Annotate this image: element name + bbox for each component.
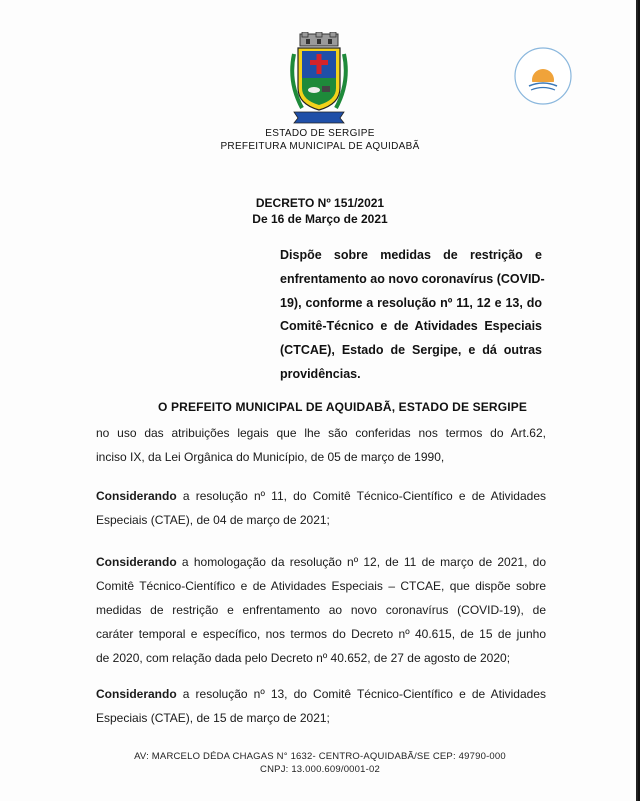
considerando-3: [96, 682, 546, 730]
considerando-first-line: Considerando a resolução nº 11, do Comitê Técnico-Científico e de Atividades: [96, 489, 546, 503]
considerando-line: de 2020, com relação dada pelo Decreto nº 40.652, de 27 de agosto de 2020;: [96, 651, 511, 665]
considerando-line: caráter temporal e específico, nos termos do Decreto nº 40.615, de 15 de junho: [96, 627, 546, 641]
ementa-line: 19), conforme a resolução nº 11, 12 e 13, do: [280, 295, 542, 310]
ementa-line: (CTCAE), Estado de Sergipe, e dá outras: [280, 343, 542, 358]
footer-cnpj: CNPJ: 13.000.609/0001-02: [260, 764, 380, 775]
decree-date: De 16 de Março de 2021: [252, 212, 388, 226]
ementa-line: enfrentamento ao novo coronavírus (COVID-: [280, 271, 545, 286]
preamble-authority: O PREFEITO MUNICIPAL DE AQUIDABÃ, ESTADO DE SERGIPE: [158, 400, 528, 414]
decree-number: DECRETO Nº 151/2021: [255, 196, 385, 210]
considerando-line: Especiais (CTAE), de 04 de março de 2021;: [96, 513, 330, 527]
considerando-lead: Considerando: [96, 687, 177, 701]
coat-of-arms-icon: [288, 32, 350, 124]
ementa-line: providências.: [280, 366, 361, 381]
preamble-line: inciso IX, da Lei Orgânica do Município, de 05 de março de 1990,: [96, 450, 445, 464]
considerando-lead: Considerando: [96, 555, 177, 569]
considerando-line: medidas de restrição e enfrentamento ao novo coronavírus (COVID-19), de: [96, 603, 546, 617]
header-prefeitura: PREFEITURA MUNICIPAL DE AQUIDABÃ: [220, 141, 420, 152]
considerando-lead: Considerando: [96, 489, 177, 503]
considerando-1: [96, 484, 546, 532]
considerando-line: Comitê Técnico-Científico e de Atividades Especiais – CTCAE, que dispõe sobre: [96, 579, 546, 593]
considerando-first-line: Considerando a resolução nº 13, do Comitê Técnico-Científico e de Atividades: [96, 687, 546, 701]
preamble-line: no uso das atribuições legais que lhe são conferidas nos termos do Art.62,: [96, 426, 546, 440]
considerando-2: [96, 550, 546, 670]
anniversary-seal-icon: [513, 46, 573, 106]
considerando-first-line: Considerando a homologação da resolução nº 12, de 11 de março de 2021, do: [96, 555, 546, 569]
preamble-text: [96, 421, 546, 469]
decree-ementa: [280, 244, 545, 387]
considerando-line: Especiais (CTAE), de 15 de março de 2021;: [96, 711, 330, 725]
footer-address: AV: MARCELO DÉDA CHAGAS N° 1632- CENTRO-AQUIDABÃ/SE CEP: 49790-000: [134, 751, 506, 762]
header-estado: ESTADO DE SERGIPE: [265, 128, 375, 139]
ementa-line: Comitê-Técnico e de Atividades Especiais: [280, 319, 542, 334]
ementa-line: Dispõe sobre medidas de restrição e: [280, 248, 542, 262]
